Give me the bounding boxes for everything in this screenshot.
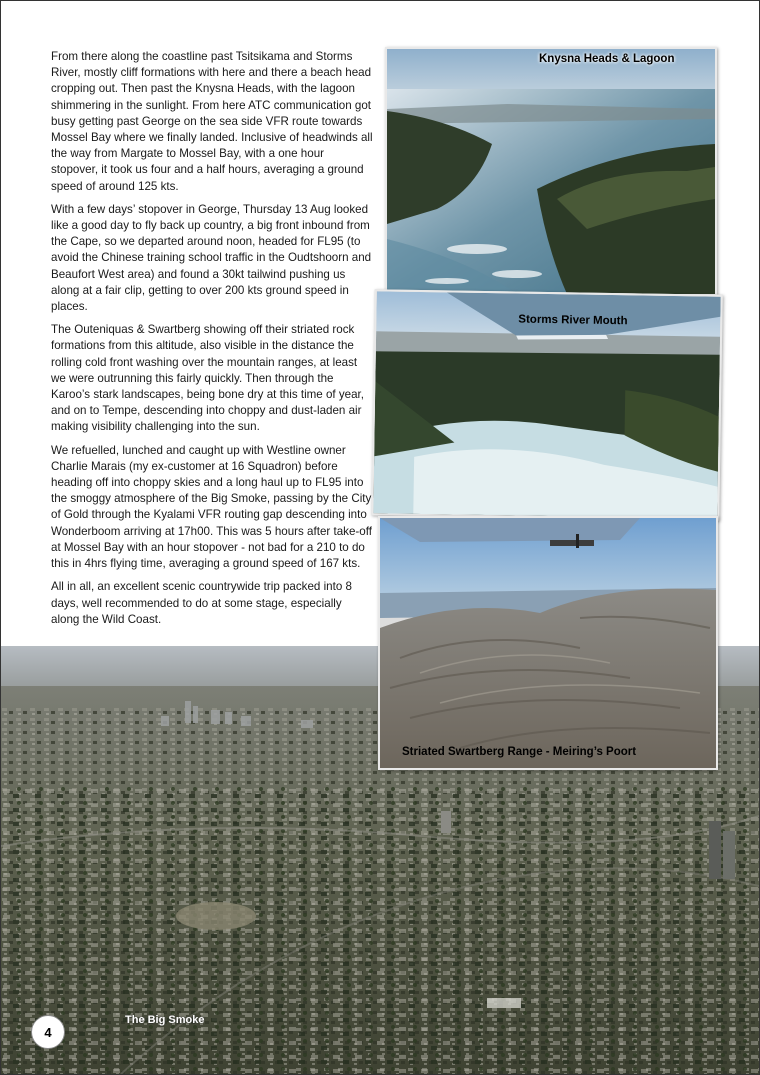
knysna-caption: Knysna Heads & Lagoon bbox=[539, 53, 675, 65]
article-paragraph: The Outeniquas & Swartberg showing off their striated rock formations from this altitude, also visible in the distance the rolling cold front washing over the mountain ranges, at least we were outrunning this fairly quickly. Then through the Karoo’s stark landscapes, being bone dry at this time of year, and on to Tempe, descending into choppy and dust-laden air making visibility challenging into the sun. bbox=[51, 323, 364, 434]
article-paragraph: With a few days’ stopover in George, Thursday 13 Aug looked like a good day to fly back up country, a big front inbound from the Cape, so we departed around noon, headed for FL95 (to avoid the Chinese training school traffic in the Oudtshoorn and Beaufort West area) and found a 30kt tailwind pushing us along at a fair clip, getting to over 200 kts ground speed in places. bbox=[51, 202, 372, 314]
swartberg-photo bbox=[378, 516, 718, 770]
article-paragraph: All in all, an excellent scenic countrywide trip packed into 8 days, well recommended to do at some stage, especially along the Wild Coast. bbox=[51, 580, 352, 626]
page-number: 4 bbox=[31, 1015, 65, 1049]
storms-river-caption: Storms River Mouth bbox=[518, 313, 628, 328]
article-body bbox=[51, 49, 373, 635]
article-paragraph: From there along the coastline past Tsitsikama and Storms River, mostly cliff formations with here and there a beach head cropping out. Then past the Knysna Heads, with the lagoon shimmering in the sunlight. From here ATC communication got busy getting past George on the sea side VFR route towards Mossel Bay where we finally landed. Inclusive of headwinds all the way from Margate to Mossel Bay, with a one hour stopover, it took us four and a half hours, averaging a ground speed of around 125 kts. bbox=[51, 50, 373, 193]
storms-river-photo bbox=[371, 289, 723, 520]
swartberg-caption: Striated Swartberg Range - Meiring’s Poort bbox=[402, 746, 637, 758]
knysna-photo bbox=[385, 47, 717, 296]
footer-title: The Big Smoke bbox=[125, 1014, 205, 1026]
article-paragraph: We refuelled, lunched and caught up with Westline owner Charlie Marais (my ex-customer at 16 Squadron) before heading off into choppy skies and a long haul up to FL95 into the smoggy atmosphere of the Big Smoke, passing by the City of Gold through the Kyalami VFR routing gap descending into Wonderboom arriving at 17h00. This was 5 hours after take-off at Mossel Bay with an hour stopover - not bad for a 210 to do this in 4hrs flying time, averaging a ground speed of 167 kts. bbox=[51, 443, 372, 571]
